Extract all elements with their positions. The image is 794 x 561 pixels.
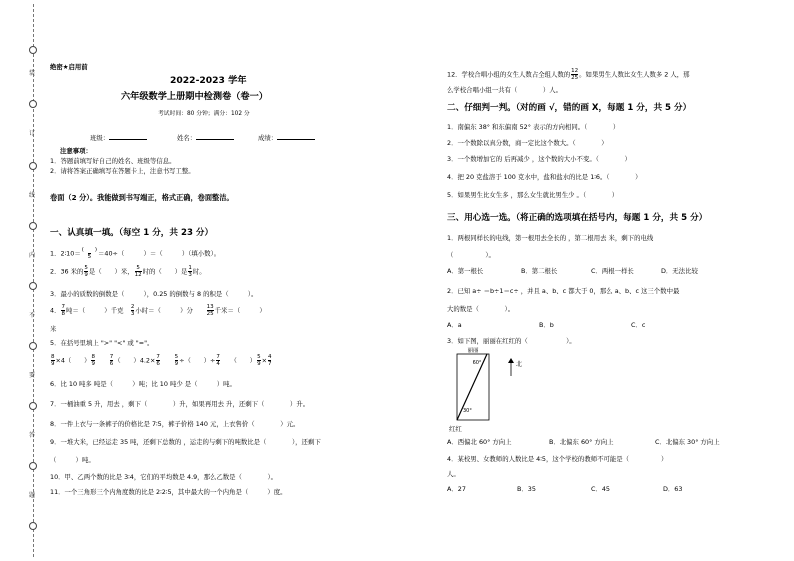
judge-3: 3．一个数增加它的 后再减少 ，这个数的大小不变。（ ） — [447, 155, 631, 163]
question-3: 3．最小的质数的倒数是（ ），0.25 的倒数与 8 的积是（ ）。 — [50, 290, 258, 298]
judge-2: 2．一个数除以真分数，商一定比这个数大。（ ） — [447, 139, 608, 147]
choice-4-option-d[interactable]: D．63 — [663, 485, 683, 493]
choice-4-option-b[interactable]: B．35 — [517, 485, 536, 493]
choice-2-option-c[interactable]: C．c — [631, 321, 646, 329]
binding-label: 不 — [28, 312, 35, 319]
north-arrow-head — [508, 358, 514, 363]
angle-60: 60° — [472, 360, 482, 366]
binding-margin — [0, 0, 40, 561]
section-1-heading: 一、认真填一填。（每空 1 分，共 23 分） — [50, 228, 214, 238]
choice-4-option-a[interactable]: A．27 — [447, 485, 466, 493]
binding-label: 答 — [28, 432, 35, 439]
choice-1-option-a[interactable]: A．第一根长 — [447, 267, 484, 275]
question-7: 7．一桶油重 5 升，用去 ，剩下（ ）升，如果再用去 升，还剩下（ ）升。 — [50, 400, 310, 408]
notes-heading: 注意事项： — [60, 147, 92, 155]
choice-2-option-a[interactable]: A．a — [447, 321, 462, 329]
choice-1-option-b[interactable]: B．第二根长 — [521, 267, 558, 275]
angle-30: 30° — [463, 408, 472, 414]
cut-line — [33, 4, 34, 557]
direction-diagram — [449, 346, 539, 426]
choice-1-option-c[interactable]: C．两根一样长 — [591, 267, 634, 275]
exam-info: 考试时间：80 分钟；满分：102 分 — [158, 111, 250, 117]
question-11: 11．一个三角形三个内角度数的比是 2∶2∶5，其中最大的一个内角是（ ）度。 — [50, 488, 287, 496]
choice-1: 1．两根同样长的电线，第一根用去全长的 ，第二根用去 米，剩下的电线 — [447, 234, 654, 242]
choice-3-option-a[interactable]: A．西偏北 60° 方向上 — [447, 438, 512, 446]
writing-score: 卷面（2 分）。我能做到书写端正，格式正确，卷面整洁。 — [50, 193, 234, 202]
question-6: 6．比 10 吨多 吨是（ ）吨；比 10 吨少 是（ ）吨。 — [50, 380, 236, 388]
question-4-unit: 米 — [50, 325, 57, 333]
binding-label: 订 — [28, 130, 35, 137]
question-5-items: $\frac{8}{9}$ ×4（ ） $\frac{8}{9}$ $\frac{7}{6}$ （ ）4.2× $\frac{7}{6}$ $\frac{5}{9}$ ÷（ ）÷ $\frac{7}{4}$ （ ） $\frac{5}{9}$ × $\frac{4}{7}$ — [51, 354, 272, 367]
binding-ring — [29, 462, 37, 470]
choice-4: 4．某校男、女教师的人数比是 4∶5，这个学校的教师不可能是（ ） — [447, 455, 668, 463]
binding-label: 要 — [28, 372, 35, 379]
choice-1-continued: （ ）。 — [447, 251, 495, 259]
label-north: 北 — [516, 361, 523, 368]
class-field[interactable]: 班级： — [90, 133, 147, 142]
school-year: 2022-2023 学年 — [170, 75, 247, 86]
section-3-heading: 三、用心选一选。（将正确的选项填在括号内，每题 1 分，共 5 分） — [447, 213, 708, 223]
binding-label: 装 — [28, 70, 35, 77]
judge-1: 1．南偏东 38° 和东偏南 52° 表示的方向相同。（ ） — [447, 123, 620, 131]
question-9: 9．一堆大米，已经运走 35 吨，还剩下总数的 ，运走的与剩下的吨数比是（ ），还剩下 — [50, 438, 321, 446]
choice-1-option-d[interactable]: D．无法比较 — [661, 267, 698, 275]
note-item: 1．答题前填写好自己的姓名、班级等信息。 — [50, 157, 176, 165]
choice-4-option-c[interactable]: C．45 — [591, 485, 610, 493]
question-12-continued: 么学校合唱小组一共有（ ）人。 — [447, 86, 563, 94]
question-9-continued: （ ）吨。 — [50, 456, 95, 464]
choice-3-option-b[interactable]: B．北偏东 60° 方向上 — [549, 438, 614, 446]
binding-ring — [29, 522, 37, 530]
choice-4-continued: 人。 — [447, 470, 460, 478]
question-1: 1．2∶10＝ $\frac{( )}{5}$ ＝40÷（ ）＝（ ）（填小数）。 — [50, 247, 221, 260]
judge-4: 4．把 20 克盐溶于 100 克水中，盐和盐水的比是 1∶6。（ ） — [447, 173, 642, 181]
binding-ring — [29, 46, 37, 54]
question-4: 4． $\frac{7}{8}$ 吨＝（ ）千克 $\frac{2}{3}$ 小时＝（ ）分 $\frac{13}{25}$ 千米＝（ ） — [50, 304, 266, 317]
question-2: 2．36 米的 $\frac{5}{9}$ 是（ ）米， $\frac{5}{12}$ 时的（ ）是 $\frac{1}{3}$ 时。 — [50, 265, 206, 278]
binding-ring — [29, 402, 37, 410]
choice-2-option-b[interactable]: B．b — [539, 321, 554, 329]
choice-3: 3．如下图，丽丽在红红的（ ）。 — [447, 337, 576, 345]
question-12: 12．学校合唱小组的女生人数占全组人数的 $\frac{12}{25}$ 。如果男生人数比女生人数多 2 人，那 — [447, 68, 690, 81]
binding-label: 线 — [28, 192, 35, 199]
binding-ring — [29, 222, 37, 230]
judge-5: 5．如果男生比女生多 ，那么女生就比男生少 。（ ） — [447, 191, 619, 199]
binding-ring — [29, 282, 37, 290]
binding-label: 题 — [28, 492, 35, 499]
choice-3-option-c[interactable]: C．北偏东 30° 方向上 — [655, 438, 720, 446]
section-2-heading: 二、仔细判一判。（对的画 √，错的画 X，每题 1 分，共 5 分） — [447, 103, 692, 113]
note-item: 2．请将答案正确填写在答题卡上，注意书写工整。 — [50, 167, 195, 175]
choice-2: 2．已知 a÷ ＝b÷1＝c÷ ，并且 a、b、c 都大于 0，那么 a、b、c 这三个数中最 — [447, 287, 680, 295]
name-field[interactable]: 姓名： — [177, 133, 234, 142]
question-5: 5．在括号里填上 ">" "<" 或 "="。 — [50, 339, 154, 347]
question-10: 10．甲、乙两个数的比是 3∶4，它们的平均数是 4.9，那么乙数是（ ）。 — [50, 473, 278, 481]
label-lili: 丽丽 — [467, 348, 479, 354]
binding-ring — [29, 162, 37, 170]
secret-mark: 绝密★启用前 — [50, 63, 88, 71]
binding-label: 内 — [28, 252, 35, 259]
binding-ring — [29, 100, 37, 108]
score-field[interactable]: 成绩： — [258, 133, 315, 142]
page-title: 六年级数学上册期中检测卷（卷一） — [121, 91, 268, 102]
choice-2-continued: 大的数是（ ）。 — [447, 305, 515, 313]
binding-ring — [29, 342, 37, 350]
label-honghong: 红红 — [449, 425, 462, 433]
question-8: 8．一件上衣与一条裤子的价格比是 7∶5，裤子价格 140 元，上衣售价（ ）元。 — [50, 420, 300, 428]
